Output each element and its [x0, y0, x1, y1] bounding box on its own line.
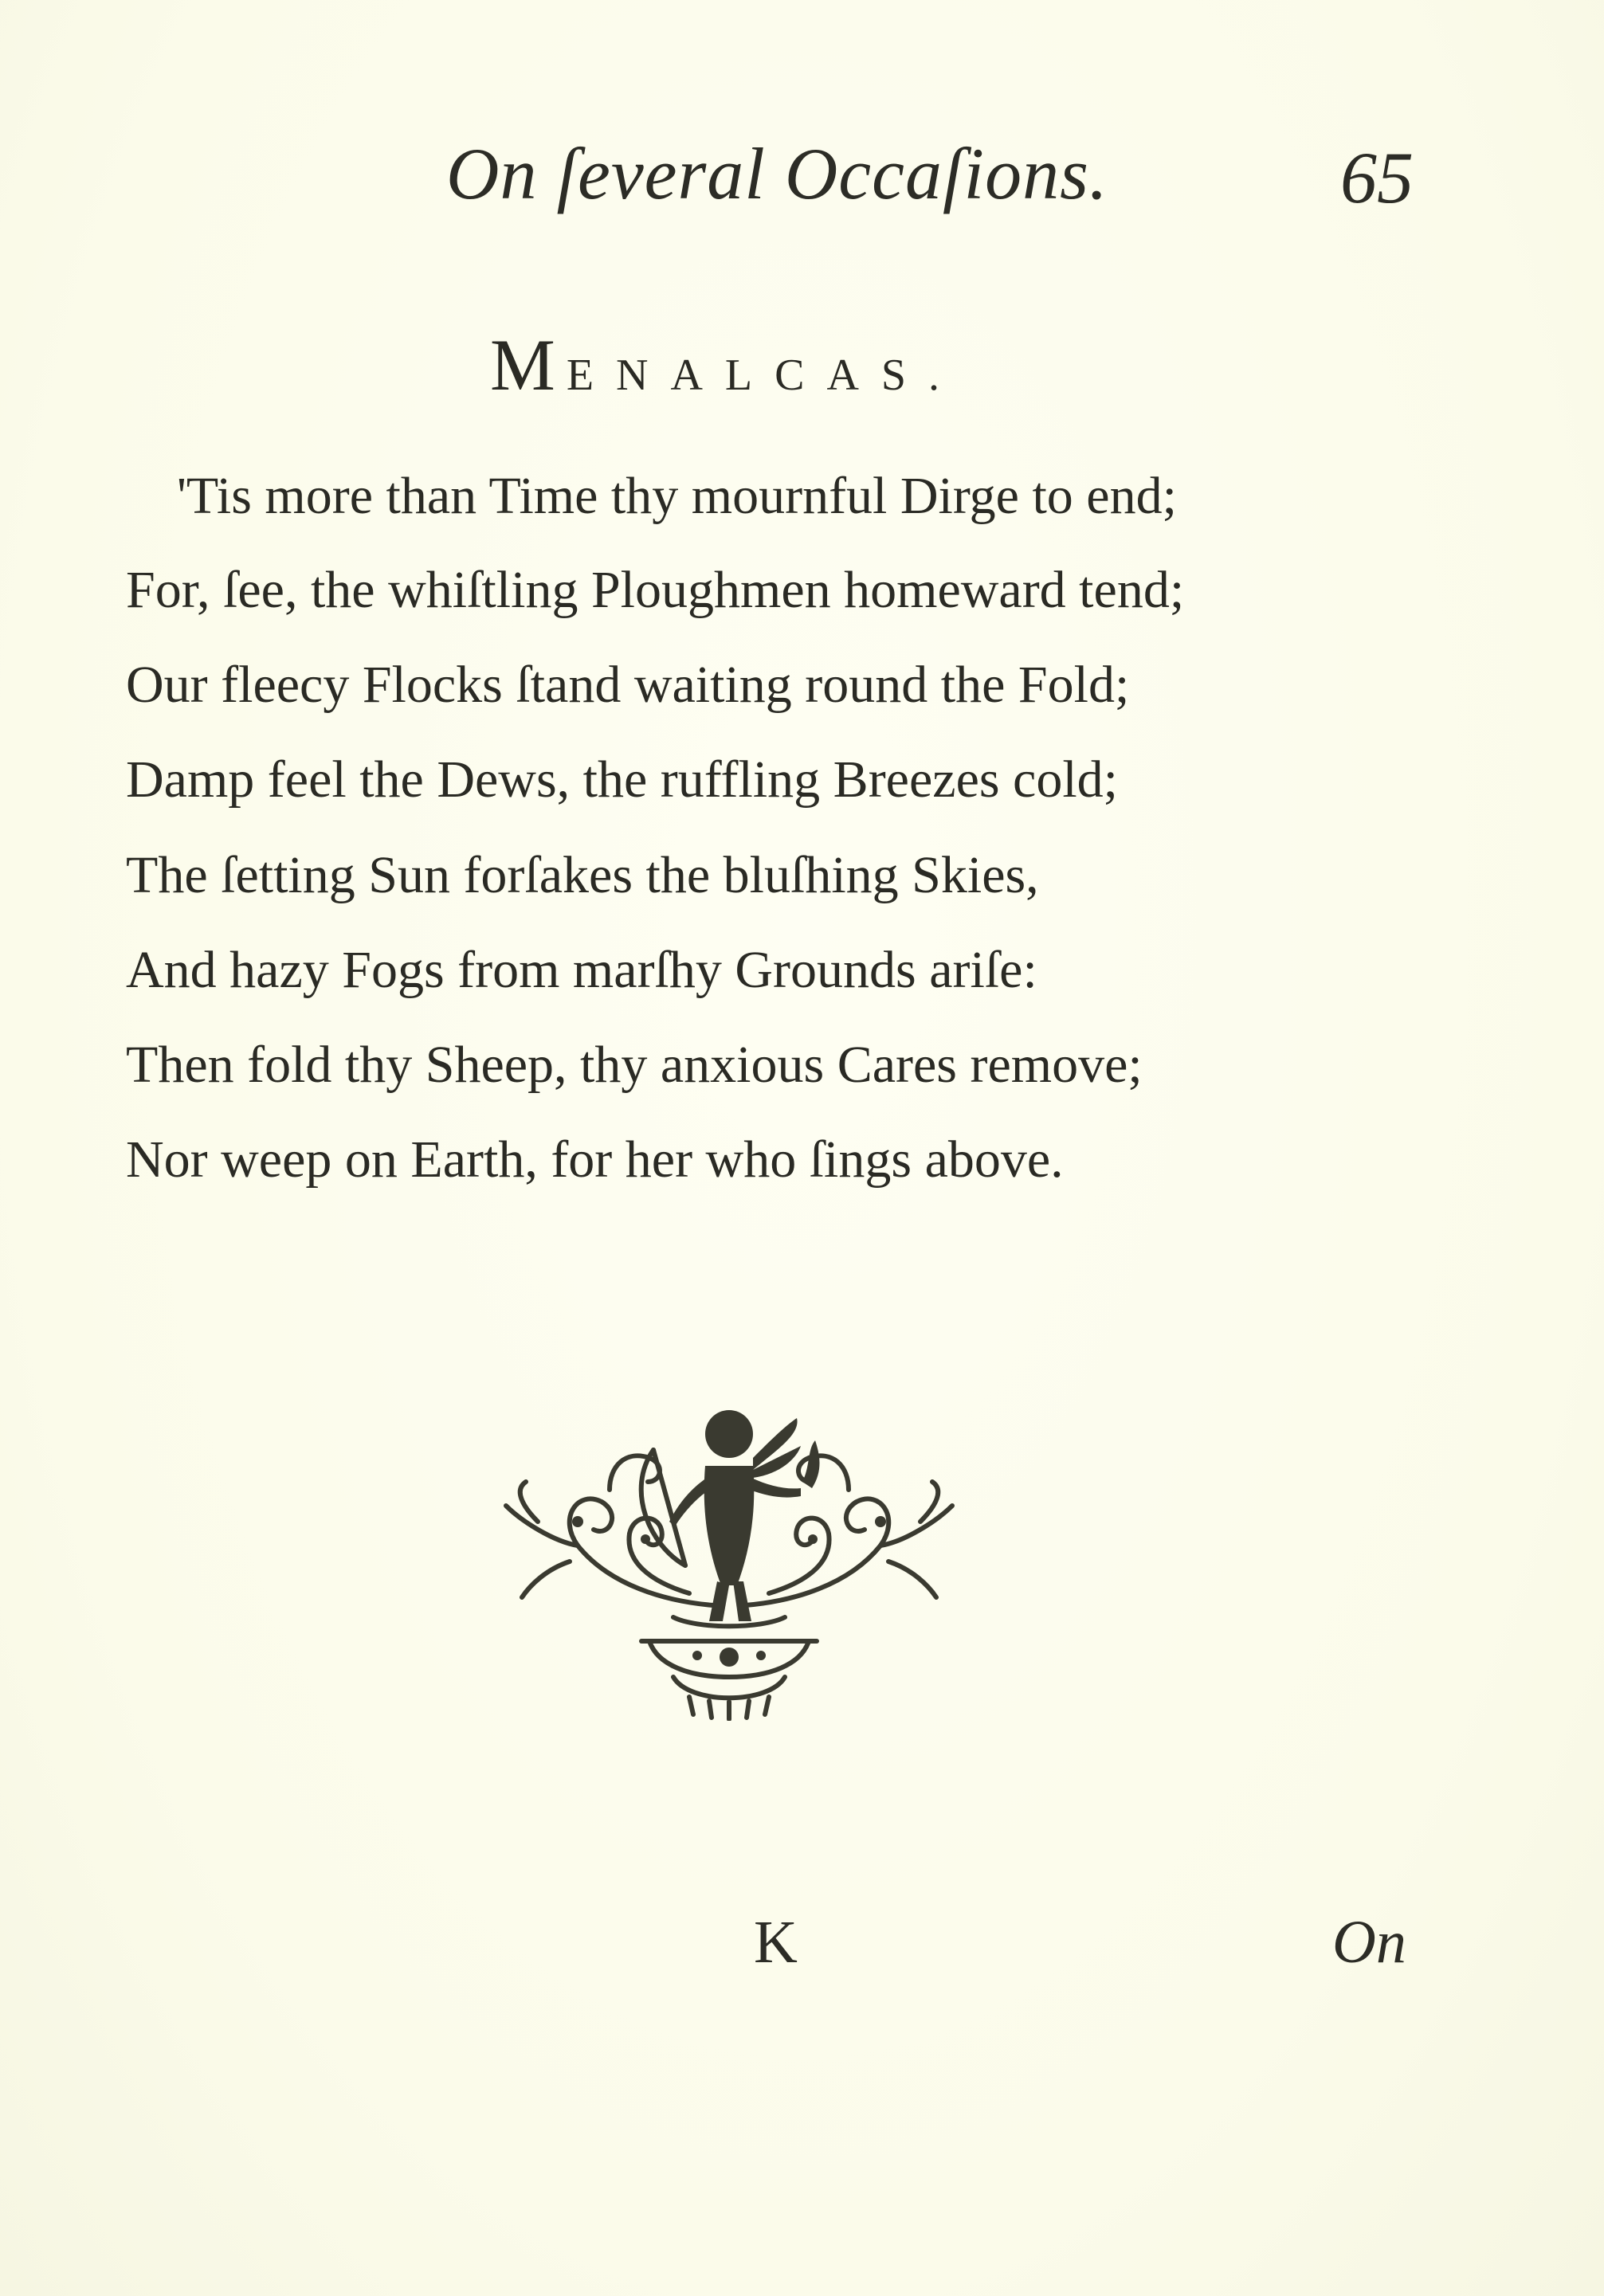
verse-line-7: Then fold thy Sheep, thy anxious Cares remove;	[126, 1036, 1143, 1094]
poem-title-initial: M	[490, 324, 567, 406]
verse-line-4: Damp feel the Dews, the ruffling Breezes cold;	[126, 750, 1119, 809]
verse-line-8: Nor weep on Earth, for her who ſings above.	[126, 1130, 1064, 1189]
verse-line-3: Our fleecy Flocks ſtand waiting round the Fold;	[126, 656, 1130, 714]
cherub-vignette-icon	[490, 1402, 968, 1721]
signature-mark: K	[754, 1909, 798, 1976]
page-number: 65	[1340, 137, 1414, 218]
verse-line-1: 'Tis more than Time thy mournful Dirge to end;	[177, 467, 1177, 525]
running-title: On ſeveral Occaſions.	[446, 133, 1108, 214]
catchword: On	[1332, 1909, 1406, 1976]
poem-title	[490, 323, 962, 407]
verse-line-6: And hazy Fogs from marſhy Grounds ariſe:	[126, 941, 1037, 999]
poem-title-rest: ENALCAS.	[566, 351, 963, 400]
verse-line-5: The ſetting Sun forſakes the bluſhing Skies,	[126, 846, 1039, 904]
verse-line-2: For, ſee, the whiſtling Ploughmen homeward tend;	[126, 561, 1185, 619]
